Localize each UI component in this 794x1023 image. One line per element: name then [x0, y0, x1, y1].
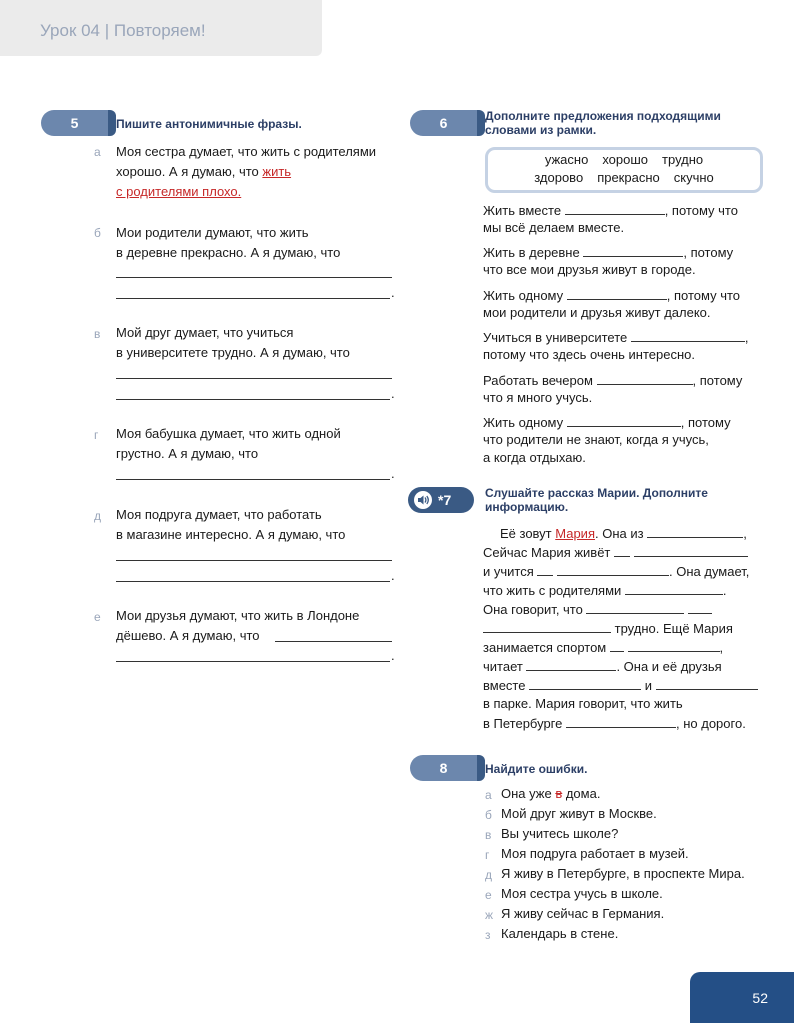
- exercise-8-item: Я живу сейчас в Германия.: [501, 906, 665, 921]
- exercise-7-line10: в парке. Мария говорит, что жить: [483, 696, 683, 711]
- item-letter: а: [94, 145, 101, 159]
- item-letter: е: [94, 610, 101, 624]
- exercise-5e-line2: дёшево. А я думаю, что: [116, 628, 260, 643]
- sentence-text: , потому что: [666, 288, 741, 303]
- word-option: скучно: [673, 170, 714, 185]
- exercise-8-item-a: [501, 784, 600, 804]
- period: .: [391, 466, 395, 481]
- item-letter: ж: [485, 908, 494, 922]
- exercise-7-line2: [483, 542, 748, 563]
- lesson-header: [0, 0, 322, 56]
- exercise-7-audio-badge[interactable]: [408, 487, 474, 513]
- answer-line[interactable]: [116, 298, 390, 299]
- sentence-text: , потому что: [664, 203, 738, 218]
- exercise-5a-line2-text: хорошо. А я думаю, что: [116, 164, 263, 179]
- answer-line[interactable]: [275, 641, 392, 642]
- exercise-7-line6: [483, 618, 733, 639]
- sentence-text: , потому: [692, 373, 743, 388]
- exercise-6-sentence-6-cont: что родители не знают, когда я учусь,: [483, 432, 709, 447]
- exercise-5v-line1: Мой друг думает, что учиться: [116, 325, 294, 340]
- blank[interactable]: [583, 242, 683, 257]
- exercise-8-badge: [410, 755, 477, 781]
- sentence-text: Работать вечером: [483, 373, 593, 388]
- exercise-5-title: Пишите антонимичные фразы.: [116, 117, 302, 131]
- speaker-icon[interactable]: [414, 491, 432, 509]
- text: , но дорого.: [675, 716, 746, 731]
- exercise-8-item: Моя сестра учусь в школе.: [501, 886, 663, 901]
- exercise-8-item: Вы учитесь школе?: [501, 826, 619, 841]
- period: .: [391, 386, 395, 401]
- blank[interactable]: [610, 637, 624, 652]
- exercise-5-badge-notch: [108, 110, 116, 136]
- exercise-8-number: 8: [439, 760, 448, 776]
- sentence-text: , потому: [680, 415, 731, 430]
- sentence-text: , потому: [683, 245, 734, 260]
- blank[interactable]: [557, 561, 669, 576]
- text: трудно. Ещё Мария: [614, 621, 733, 636]
- exercise-7-title-line2: информацию.: [485, 500, 569, 514]
- item-letter: а: [485, 788, 492, 802]
- blank[interactable]: [567, 412, 681, 427]
- text: Она говорит, что: [483, 602, 583, 617]
- item-letter: г: [485, 848, 490, 862]
- exercise-7-number: *7: [438, 492, 452, 508]
- exercise-6-title: [485, 109, 721, 137]
- blank[interactable]: [597, 370, 693, 385]
- item-letter: з: [485, 928, 491, 942]
- exercise-6-sentence-2-cont: что все мои друзья живут в городе.: [483, 262, 696, 277]
- sentence-text: Учиться в университете: [483, 330, 628, 345]
- item-letter: г: [94, 428, 99, 442]
- exercise-6-number: 6: [439, 115, 448, 131]
- blank[interactable]: [628, 637, 720, 652]
- text: ,: [743, 526, 747, 541]
- text: ,: [719, 640, 724, 655]
- answer-line[interactable]: [116, 479, 390, 480]
- exercise-5b-line2: в деревне прекрасно. А я думаю, что: [116, 245, 341, 260]
- text: что жить с родителями: [483, 583, 622, 598]
- text: . Она и её друзья: [616, 659, 722, 674]
- example-answer: Мария: [555, 526, 595, 541]
- word-box: [485, 147, 763, 193]
- blank[interactable]: [634, 542, 748, 557]
- exercise-5e-line1: Мои друзья думают, что жить в Лондоне: [116, 608, 360, 623]
- struck-word: в: [555, 786, 563, 801]
- exercise-5a-line2: [116, 162, 291, 182]
- text: читает: [483, 659, 523, 674]
- answer-line[interactable]: [116, 581, 390, 582]
- exercise-7-line11: [483, 713, 746, 734]
- word-box-row1: [488, 152, 760, 167]
- item-letter: д: [485, 868, 493, 882]
- sentence-text: Жить вместе: [483, 203, 562, 218]
- exercise-6-badge-notch: [477, 110, 485, 136]
- blank[interactable]: [483, 618, 611, 633]
- exercise-8-item: Календарь в стене.: [501, 926, 619, 941]
- example-answer-line2: с родителями плохо.: [116, 184, 242, 199]
- exercise-6-badge: [410, 110, 477, 136]
- blank[interactable]: [625, 580, 723, 595]
- answer-line[interactable]: [116, 378, 392, 379]
- text: занимается спортом: [483, 640, 607, 655]
- period: .: [391, 648, 395, 663]
- text: дома.: [562, 786, 601, 801]
- word-option: ужасно: [544, 152, 589, 167]
- text: и учится: [483, 564, 534, 579]
- exercise-6-title-line2: словами из рамки.: [485, 123, 597, 137]
- blank[interactable]: [688, 599, 712, 614]
- text: .: [722, 583, 727, 598]
- exercise-7-line1: [500, 523, 747, 544]
- answer-line[interactable]: [116, 277, 392, 278]
- page-number: 52: [752, 990, 768, 1006]
- exercise-5g-line1: Моя бабушка думает, что жить одной: [116, 426, 341, 441]
- exercise-8-item: Я живу в Петербурге, в проспекте Мира.: [501, 866, 745, 881]
- text: Её зовут: [500, 526, 556, 541]
- example-answer: жить: [262, 164, 292, 179]
- text: в Петербурге: [483, 716, 563, 731]
- answer-line[interactable]: [116, 399, 390, 400]
- exercise-5-number: 5: [70, 115, 79, 131]
- sentence-text: Жить одному: [483, 415, 564, 430]
- exercise-5a-line1: Моя сестра думает, что жить с родителями: [116, 144, 377, 159]
- blank[interactable]: [567, 285, 667, 300]
- text: вместе: [483, 678, 526, 693]
- text: . Она думает,: [669, 564, 750, 579]
- sentence-text: ,: [744, 330, 749, 345]
- sentence-text: Жить в деревне: [483, 245, 580, 260]
- exercise-7-line7: [483, 637, 723, 658]
- text: и: [644, 678, 652, 693]
- item-letter: в: [94, 327, 101, 341]
- exercise-5d-line2: в магазине интересно. А я думаю, что: [116, 527, 346, 542]
- blank[interactable]: [529, 675, 641, 690]
- exercise-8-item: Мой друг живут в Москве.: [501, 806, 657, 821]
- word-option: трудно: [662, 152, 704, 167]
- blank[interactable]: [565, 200, 665, 215]
- exercise-6-sentence-4-cont: потому что здесь очень интересно.: [483, 347, 695, 362]
- exercise-7-title: [485, 486, 708, 514]
- text: Сейчас Мария живёт: [483, 545, 611, 560]
- exercise-5b-line1: Мои родители думают, что жить: [116, 225, 309, 240]
- exercise-7-line8: [483, 656, 722, 677]
- word-option: хорошо: [602, 152, 649, 167]
- blank[interactable]: [526, 656, 616, 671]
- exercise-7-line3: [483, 561, 749, 582]
- exercise-8-badge-notch: [477, 755, 485, 781]
- exercise-7-title-line1: Слушайте рассказ Марии. Дополните: [485, 486, 708, 500]
- exercise-6-title-line1: Дополните предложения подходящими: [485, 109, 721, 123]
- blank[interactable]: [656, 675, 758, 690]
- blank[interactable]: [537, 561, 553, 576]
- blank[interactable]: [614, 542, 630, 557]
- lesson-title: Урок 04 | Повторяем!: [40, 21, 206, 40]
- word-option: здорово: [534, 170, 584, 185]
- blank[interactable]: [647, 523, 743, 538]
- item-letter: б: [94, 226, 101, 240]
- blank[interactable]: [631, 327, 745, 342]
- period: .: [391, 568, 395, 583]
- exercise-6-sentence-6-cont2: а когда отдыхаю.: [483, 450, 586, 465]
- exercise-5v-line2: в университете трудно. А я думаю, что: [116, 345, 350, 360]
- exercise-6-sentence-5-cont: что я много учусь.: [483, 390, 593, 405]
- exercise-7-line4: [483, 580, 727, 601]
- text: . Она из: [595, 526, 644, 541]
- blank[interactable]: [586, 599, 684, 614]
- sentence-text: Жить одному: [483, 288, 564, 303]
- word-box-row2: [488, 170, 760, 185]
- item-letter: д: [94, 509, 102, 523]
- blank[interactable]: [566, 713, 676, 728]
- exercise-8-title: Найдите ошибки.: [485, 762, 588, 776]
- answer-line[interactable]: [116, 661, 390, 662]
- exercise-7-line5: [483, 599, 712, 620]
- exercise-7-line9: [483, 675, 758, 696]
- word-option: прекрасно: [597, 170, 660, 185]
- period: .: [391, 285, 395, 300]
- page-number-tab: [690, 972, 794, 1023]
- exercise-6-sentence-3-cont: мои родители и друзья живут далеко.: [483, 305, 711, 320]
- exercise-8-item: Моя подруга работает в музей.: [501, 846, 689, 861]
- item-letter: е: [485, 888, 492, 902]
- item-letter: в: [485, 828, 492, 842]
- answer-line[interactable]: [116, 560, 392, 561]
- exercise-5g-line2: грустно. А я думаю, что: [116, 446, 259, 461]
- text: Она уже: [501, 786, 556, 801]
- exercise-5d-line1: Моя подруга думает, что работать: [116, 507, 322, 522]
- exercise-6-sentence-1-cont: мы всё делаем вместе.: [483, 220, 625, 235]
- item-letter: б: [485, 808, 492, 822]
- exercise-5-badge: [41, 110, 108, 136]
